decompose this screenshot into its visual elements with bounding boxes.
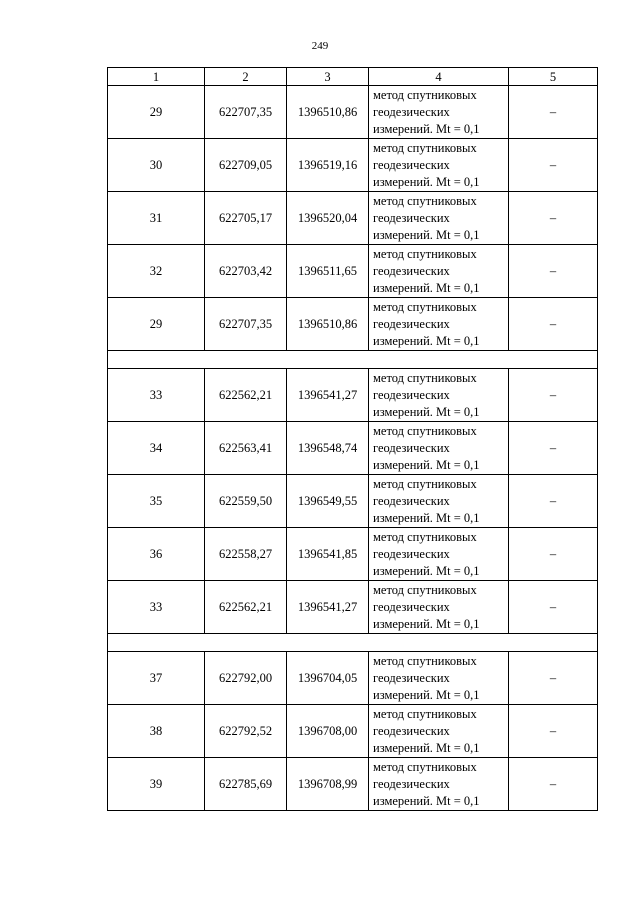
separator-cell (108, 351, 598, 369)
x-coordinate-cell: 622562,21 (205, 369, 287, 422)
method-cell (369, 758, 509, 811)
method-cell (369, 581, 509, 634)
point-number-cell: 39 (108, 758, 205, 811)
method-line: геодезических (373, 723, 450, 738)
method-line: геодезических (373, 263, 450, 278)
method-cell (369, 139, 509, 192)
y-coordinate-cell: 1396704,05 (287, 652, 369, 705)
note-cell: – (509, 245, 598, 298)
table-row (108, 298, 598, 351)
table-row (108, 758, 598, 811)
note-cell: – (509, 581, 598, 634)
point-number-cell: 31 (108, 192, 205, 245)
y-coordinate-cell: 1396548,74 (287, 422, 369, 475)
note-cell: – (509, 422, 598, 475)
table-row (108, 192, 598, 245)
table-row (108, 475, 598, 528)
x-coordinate-cell: 622707,35 (205, 86, 287, 139)
point-number-cell: 36 (108, 528, 205, 581)
header-cell: 1 (108, 68, 205, 86)
method-cell (369, 298, 509, 351)
y-coordinate-cell: 1396549,55 (287, 475, 369, 528)
method-line: геодезических (373, 546, 450, 561)
method-line: измерений. Mt = 0,1 (373, 404, 480, 419)
y-coordinate-cell: 1396510,86 (287, 298, 369, 351)
table-row (108, 705, 598, 758)
x-coordinate-cell: 622562,21 (205, 581, 287, 634)
method-line: метод спутниковых (373, 653, 477, 668)
table-row (108, 139, 598, 192)
method-line: измерений. Mt = 0,1 (373, 510, 480, 525)
method-line: метод спутниковых (373, 759, 477, 774)
method-line: геодезических (373, 670, 450, 685)
note-cell: – (509, 528, 598, 581)
method-line: метод спутниковых (373, 706, 477, 721)
x-coordinate-cell: 622707,35 (205, 298, 287, 351)
method-line: геодезических (373, 493, 450, 508)
x-coordinate-cell: 622703,42 (205, 245, 287, 298)
header-cell: 3 (287, 68, 369, 86)
point-number-cell: 30 (108, 139, 205, 192)
note-cell: – (509, 139, 598, 192)
method-line: геодезических (373, 157, 450, 172)
method-line: геодезических (373, 210, 450, 225)
method-line: геодезических (373, 440, 450, 455)
separator-cell (108, 634, 598, 652)
method-line: геодезических (373, 104, 450, 119)
method-line: метод спутниковых (373, 87, 477, 102)
page-number: 249 (311, 40, 329, 52)
y-coordinate-cell: 1396510,86 (287, 86, 369, 139)
method-line: метод спутниковых (373, 423, 477, 438)
y-coordinate-cell: 1396541,27 (287, 581, 369, 634)
note-cell: – (509, 298, 598, 351)
x-coordinate-cell: 622792,52 (205, 705, 287, 758)
method-cell (369, 705, 509, 758)
table-body (108, 86, 598, 811)
y-coordinate-cell: 1396541,27 (287, 369, 369, 422)
header-cell: 4 (369, 68, 509, 86)
point-number-cell: 29 (108, 298, 205, 351)
x-coordinate-cell: 622563,41 (205, 422, 287, 475)
method-line: измерений. Mt = 0,1 (373, 121, 480, 136)
note-cell: – (509, 705, 598, 758)
method-cell (369, 86, 509, 139)
method-cell (369, 369, 509, 422)
method-line: геодезических (373, 599, 450, 614)
method-line: метод спутниковых (373, 582, 477, 597)
method-line: измерений. Mt = 0,1 (373, 616, 480, 631)
method-line: измерений. Mt = 0,1 (373, 174, 480, 189)
method-cell (369, 528, 509, 581)
method-line: измерений. Mt = 0,1 (373, 280, 480, 295)
header-cell: 2 (205, 68, 287, 86)
y-coordinate-cell: 1396541,85 (287, 528, 369, 581)
x-coordinate-cell: 622705,17 (205, 192, 287, 245)
method-line: метод спутниковых (373, 193, 477, 208)
method-cell (369, 245, 509, 298)
y-coordinate-cell: 1396708,99 (287, 758, 369, 811)
x-coordinate-cell: 622709,05 (205, 139, 287, 192)
x-coordinate-cell: 622792,00 (205, 652, 287, 705)
y-coordinate-cell: 1396511,65 (287, 245, 369, 298)
method-line: геодезических (373, 316, 450, 331)
table-row (108, 528, 598, 581)
method-line: измерений. Mt = 0,1 (373, 333, 480, 348)
method-cell (369, 422, 509, 475)
point-number-cell: 34 (108, 422, 205, 475)
method-line: измерений. Mt = 0,1 (373, 457, 480, 472)
y-coordinate-cell: 1396519,16 (287, 139, 369, 192)
table-row (108, 422, 598, 475)
method-line: метод спутниковых (373, 246, 477, 261)
x-coordinate-cell: 622558,27 (205, 528, 287, 581)
table-row (108, 86, 598, 139)
method-cell (369, 192, 509, 245)
table-header-row (108, 68, 598, 86)
table-row (108, 369, 598, 422)
method-line: измерений. Mt = 0,1 (373, 687, 480, 702)
method-line: измерений. Mt = 0,1 (373, 563, 480, 578)
method-line: метод спутниковых (373, 529, 477, 544)
point-number-cell: 33 (108, 581, 205, 634)
note-cell: – (509, 475, 598, 528)
point-number-cell: 32 (108, 245, 205, 298)
method-cell (369, 652, 509, 705)
method-line: измерений. Mt = 0,1 (373, 740, 480, 755)
note-cell: – (509, 652, 598, 705)
point-number-cell: 35 (108, 475, 205, 528)
table-row (108, 245, 598, 298)
method-cell (369, 475, 509, 528)
x-coordinate-cell: 622559,50 (205, 475, 287, 528)
point-number-cell: 29 (108, 86, 205, 139)
group-separator-row (108, 351, 598, 369)
method-line: метод спутниковых (373, 140, 477, 155)
header-cell: 5 (509, 68, 598, 86)
x-coordinate-cell: 622785,69 (205, 758, 287, 811)
point-number-cell: 37 (108, 652, 205, 705)
coordinates-table (107, 67, 598, 811)
method-line: метод спутниковых (373, 476, 477, 491)
method-line: измерений. Mt = 0,1 (373, 227, 480, 242)
y-coordinate-cell: 1396708,00 (287, 705, 369, 758)
table-row (108, 652, 598, 705)
table-row (108, 581, 598, 634)
method-line: измерений. Mt = 0,1 (373, 793, 480, 808)
method-line: метод спутниковых (373, 299, 477, 314)
method-line: геодезических (373, 387, 450, 402)
note-cell: – (509, 369, 598, 422)
point-number-cell: 33 (108, 369, 205, 422)
y-coordinate-cell: 1396520,04 (287, 192, 369, 245)
method-line: метод спутниковых (373, 370, 477, 385)
note-cell: – (509, 192, 598, 245)
note-cell: – (509, 86, 598, 139)
note-cell: – (509, 758, 598, 811)
group-separator-row (108, 634, 598, 652)
point-number-cell: 38 (108, 705, 205, 758)
method-line: геодезических (373, 776, 450, 791)
